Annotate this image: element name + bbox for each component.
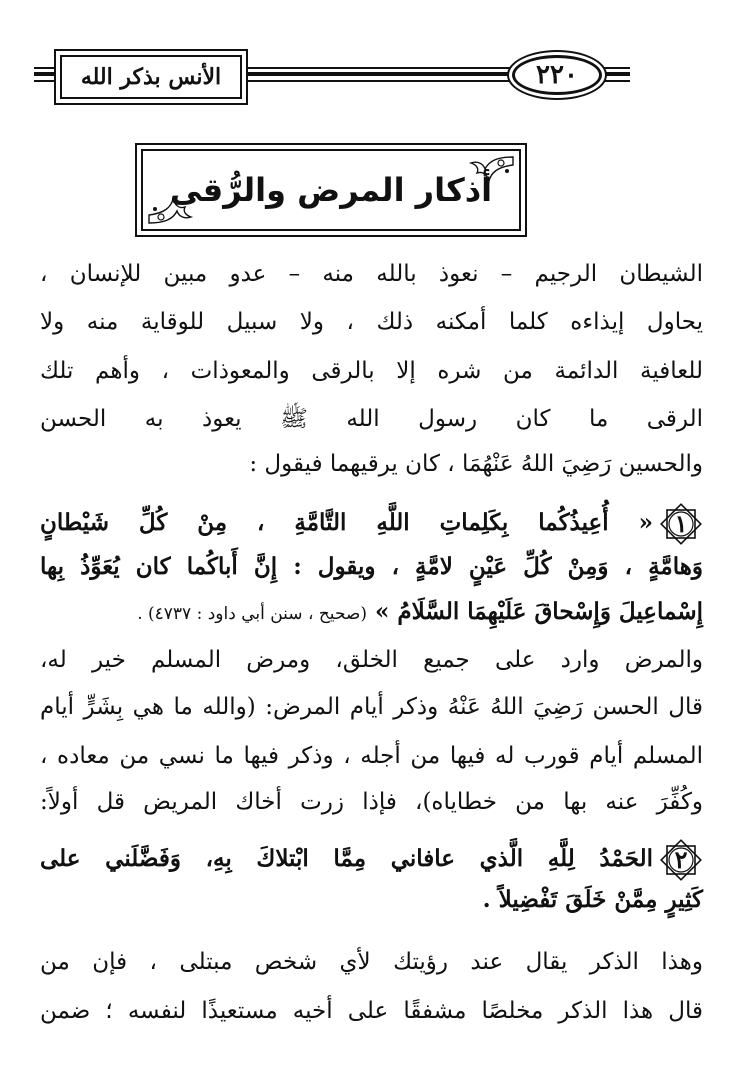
dhikr-text: الحَمْدُ لِلَّهِ الَّذي عافاني مِمَّا ابْتلاكَ بِهِ، وَفَضَّلَني على <box>40 845 653 872</box>
body-line: والمرض وارد على جميع الخلق، ومرض المسلم خير له، <box>40 647 703 673</box>
octagram-marker-icon <box>659 838 703 882</box>
body-line: والحسين رَضِيَ اللهُ عَنْهُمَا ، كان يرقيهما فيقول : <box>249 451 703 477</box>
octagram-marker-icon <box>659 502 703 546</box>
body-line: يحاول إيذاءه كلما أمكنه ذلك ، ولا سبيل للوقاية منه ولا <box>40 309 703 335</box>
dhikr-line: وَهامَّةٍ ، وَمِنْ كُلِّ عَيْنٍ لامَّةٍ ، ويقول : إِنَّ أَباكُما كان يُعَوِّذُ بِها <box>40 553 703 580</box>
dhikr-text: إِسْماعِيلَ وَإِسْحاقَ عَلَيْهِمَا السَّلَامُ » <box>375 598 703 625</box>
body-line: الرقى ما كان رسول الله ﷺ يعوذ به الحسن <box>40 406 703 432</box>
body-line: للعافية الدائمة من شره إلا بالرقى والمعوذات ، وأهم تلك <box>40 358 703 384</box>
book-title-text: الأنس بذكر الله <box>80 64 222 90</box>
dhikr-number: ٢ <box>674 845 688 874</box>
page-number-text: ٢٢٠ <box>536 60 578 90</box>
chapter-title: أذكار المرض والرُّقى <box>169 171 493 209</box>
body-line: الشيطان الرجيم – نعوذ بالله منه – عدو مبين للإنسان ، <box>40 261 703 287</box>
body-line: قال هذا الذكر مخلصًا مشفقًا على أخيه مستعيذًا لنفسه ؛ ضمن <box>40 998 703 1024</box>
dhikr-line: كَثِيرٍ مِمَّنْ خَلَقَ تَفْضِيلاً . <box>482 886 703 913</box>
dhikr-line <box>137 596 703 630</box>
dhikr-number: ١ <box>674 509 688 538</box>
dhikr-text: « أُعِيذُكُما بِكَلِماتِ اللَّهِ التَّامَّةِ ، مِنْ كُلِّ شَيْطانٍ <box>40 509 653 536</box>
book-title <box>60 55 242 99</box>
body-line: قال الحسن رَضِيَ اللهُ عَنْهُ وذكر أيام المرض: (والله ما هي بِشَرٍّ أيام <box>40 694 703 720</box>
body-line: المسلم أيام قورب له فيها من أجله ، وذكر فيها ما نسي من معاده ، <box>40 743 703 769</box>
dhikr-line <box>40 502 703 546</box>
chapter-heading-frame <box>141 149 521 231</box>
hadith-reference: (صحيح ، سنن أبي داود : ٤٧٣٧) . <box>137 604 367 624</box>
body-line: وكُفِّرَ عنه بها من خطاياه)، فإذا زرت أخاك المريض قل أولاً: <box>40 789 703 815</box>
body-line: وهذا الذكر يقال عند رؤيتك لأي شخص مبتلى ، فإن من <box>40 949 703 975</box>
dhikr-line <box>40 838 703 882</box>
floral-corner-icon <box>467 155 515 189</box>
floral-corner-icon <box>147 191 195 225</box>
page-number <box>512 55 602 95</box>
